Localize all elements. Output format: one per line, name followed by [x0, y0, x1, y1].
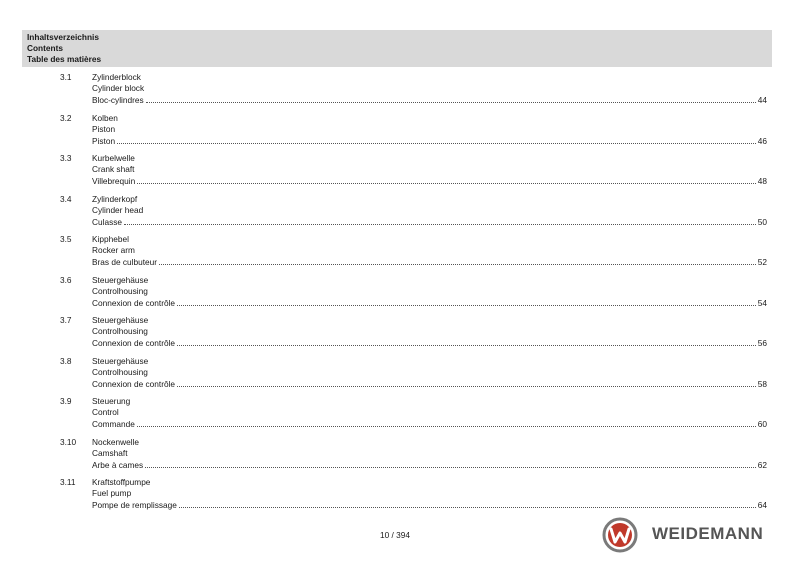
dot-leader — [137, 418, 756, 427]
section-number: 3.9 — [60, 396, 72, 406]
weidemann-w-logo-icon — [602, 517, 638, 553]
title-de: Steuergehäuse — [92, 315, 149, 325]
title-de: Kurbelwelle — [92, 153, 135, 163]
title-fr: Piston — [92, 135, 116, 146]
title-en: Controlhousing — [92, 285, 148, 296]
page-number[interactable]: 50 — [757, 216, 767, 227]
toc-entry[interactable] — [0, 477, 794, 510]
page-number[interactable]: 58 — [757, 378, 767, 389]
toc-title-de: Inhaltsverzeichnis — [27, 32, 99, 42]
title-en: Cylinder block — [92, 83, 145, 93]
section-number: 3.4 — [60, 193, 72, 204]
title-de: Steuergehäuse — [92, 274, 149, 285]
title-fr: Connexion de contrôle — [92, 338, 176, 348]
title-en: Rocker arm — [92, 245, 135, 255]
title-de: Steuergehäuse — [92, 355, 149, 366]
page-number[interactable]: 54 — [757, 297, 767, 308]
dot-leader — [146, 94, 756, 103]
page-number[interactable]: 56 — [757, 338, 767, 348]
toc-entry[interactable] — [0, 72, 794, 105]
toc-title-en: Contents — [27, 43, 63, 53]
title-de: Kipphebel — [92, 234, 129, 244]
dot-leader — [177, 297, 756, 306]
toc-entry[interactable] — [0, 113, 794, 146]
title-fr: Pompe de remplissage — [92, 500, 177, 510]
brand-name: WEIDEMANN — [652, 524, 764, 543]
title-en: Controlhousing — [92, 326, 148, 336]
toc-entry[interactable] — [0, 396, 794, 429]
title-fr: Connexion de contrôle — [92, 297, 176, 308]
page-indicator: 10 / 394 — [380, 530, 410, 540]
page-number[interactable]: 52 — [757, 257, 767, 267]
title-en: Cylinder head — [92, 204, 144, 215]
dot-leader — [179, 499, 756, 508]
dot-leader — [124, 216, 756, 225]
section-number: 3.11 — [60, 477, 76, 487]
title-fr: Culasse — [92, 216, 122, 227]
dot-leader — [145, 459, 756, 468]
title-en: Controlhousing — [92, 366, 148, 377]
dot-leader — [159, 256, 756, 265]
toc-entry[interactable] — [0, 194, 794, 227]
page-number[interactable]: 62 — [757, 459, 767, 470]
dot-leader — [137, 175, 756, 184]
dot-leader — [177, 337, 756, 346]
title-fr: Arbe à cames — [92, 459, 144, 470]
page-number[interactable]: 64 — [757, 500, 767, 510]
toc-entry[interactable] — [0, 275, 794, 308]
dot-leader — [177, 378, 756, 387]
title-de: Zylinderblock — [92, 72, 141, 82]
section-number: 3.5 — [60, 234, 72, 244]
toc-entry[interactable] — [0, 315, 794, 348]
toc-entry[interactable] — [0, 234, 794, 267]
page-number[interactable]: 46 — [757, 135, 767, 146]
title-fr: Bloc-cylindres — [92, 95, 144, 105]
title-fr: Commande — [92, 419, 135, 429]
title-de: Steuerung — [92, 396, 131, 406]
toc-entry[interactable] — [0, 356, 794, 389]
title-de: Zylinderkopf — [92, 193, 138, 204]
section-number: 3.3 — [60, 153, 72, 163]
toc-entry[interactable] — [0, 437, 794, 470]
page-number[interactable]: 60 — [757, 419, 767, 429]
title-en: Crank shaft — [92, 164, 135, 174]
toc-entry[interactable] — [0, 153, 794, 186]
toc-header — [22, 30, 772, 67]
section-number: 3.8 — [60, 355, 72, 366]
title-de: Kolben — [92, 112, 118, 123]
title-fr: Villebrequin — [92, 176, 136, 186]
page-number[interactable]: 44 — [757, 95, 767, 105]
title-fr: Bras de culbuteur — [92, 257, 158, 267]
section-number: 3.2 — [60, 112, 72, 123]
section-number: 3.6 — [60, 274, 72, 285]
section-number: 3.7 — [60, 315, 72, 325]
title-en: Control — [92, 407, 119, 417]
dot-leader — [117, 135, 756, 144]
section-number: 3.10 — [60, 436, 77, 447]
title-de: Kraftstoffpumpe — [92, 477, 151, 487]
title-fr: Connexion de contrôle — [92, 378, 176, 389]
title-en: Piston — [92, 123, 116, 134]
title-de: Nockenwelle — [92, 436, 140, 447]
page-number[interactable]: 48 — [757, 176, 767, 186]
toc-title-fr: Table des matières — [27, 54, 102, 64]
section-number: 3.1 — [60, 72, 72, 82]
title-en: Fuel pump — [92, 488, 132, 498]
title-en: Camshaft — [92, 447, 128, 458]
